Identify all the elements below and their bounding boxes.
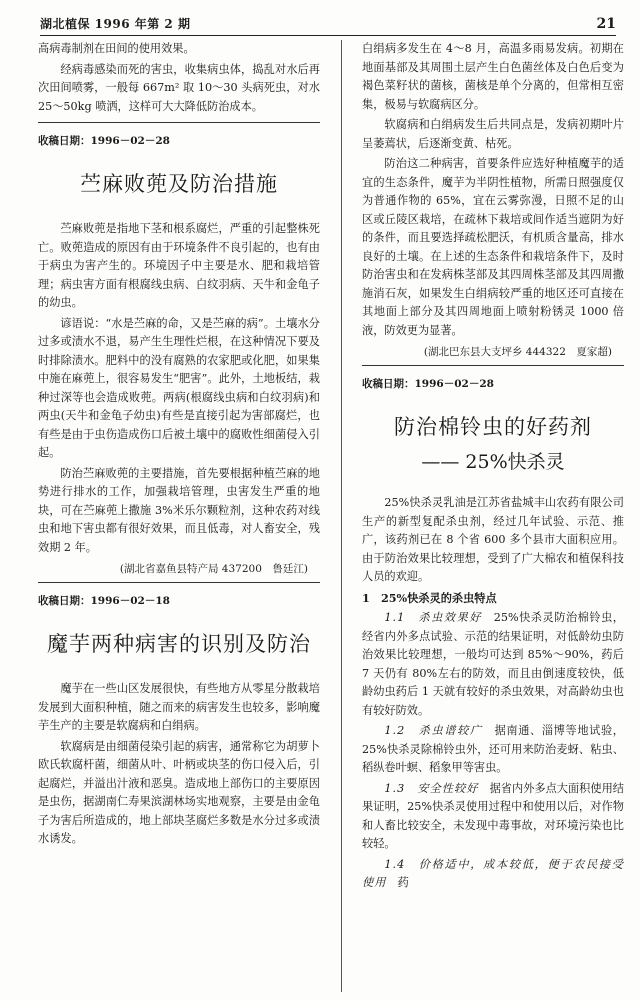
subsection-text: 据省内外多点大面积使用结果证明，25%快杀灵使用过程中和使用以后，对作物和人畜比较安全，未发现中毒事故，对环境污染也比较轻。 — [362, 781, 624, 850]
paragraph — [362, 780, 624, 854]
paragraph — [362, 856, 624, 893]
paragraph: 软腐病是由细菌侵染引起的病害，通常称它为胡萝卜欧氏软腐杆菌，细菌从叶、叶柄或块茎的伤口侵入后，引起腐烂，并溢出汁液和恶臭。造成地上部伤口的主要原因是虫伤，据湖南仁寿果滨湖林场实地观察，主要是由金龟子为害后所造成的，地上部块茎腐烂多数是水分过多或渍水诱发。 — [38, 739, 320, 845]
paragraph: 经病毒感染而死的害虫，收集病虫体，捣乱对水后再次田间喷雾，一般每 667m² 取 10～30 头病死虫，对水 25～50kg 喷洒，这样可大大降低防治成本。 — [38, 62, 320, 113]
subsection-label: 1.3 安全性较好 — [384, 781, 479, 795]
paragraph — [362, 722, 624, 778]
column-divider — [341, 40, 342, 992]
right-column — [362, 40, 624, 1000]
paragraph: 防治这二种病害，首要条件应选好种植魔芋的适宜的生态条件，魔芋为半阴性植物，所需日照强度仅为普通作物的 65%，宜在云雾弥漫，日照不足的山区或丘陵区栽培，在疏林下栽培或间作适当遮阴为好的条件，而且要选择疏松肥沃，有机质含量高，排水良好的土壤。在上述的生态条件和栽培条件下，及时防治害虫和在发病株茎部及其四周株茎部及其四周撒施消石灰，如果发生白绢病较严重的地区还可直接在其地面上部分及其四周地面上喷射粉锈灵 1000 倍液，防效更为显著。 — [362, 157, 624, 337]
left-column — [38, 40, 320, 1000]
journal-issue: 湖北植保 1996 年第 2 期 — [40, 17, 191, 31]
received-date: 收稿日期：1996－02－28 — [38, 135, 170, 147]
section-rule — [362, 365, 624, 366]
subsection-text: 25%快杀灵防治棉铃虫，经省内外多点试验、示范的结果证明，对低龄幼虫防治效果比较理想，一般均可达到 85%～90%，药后 7 天仍有 80%左右的防效，而且由倒速度较快，低龄幼虫药后 1 天就有较好的杀虫效果，对高龄幼虫也有较好防效。 — [362, 611, 624, 717]
author-signature: (湖北省嘉鱼县特产局 437200 鲁廷江) — [119, 563, 308, 575]
paragraph: 软腐病和白绢病发生后共同点是，发病初期叶片呈萎蔫状，后逐渐变黄、枯死。 — [362, 118, 624, 150]
paragraph: 25%快杀灵乳油是江苏省盐城丰山农药有限公司生产的新型复配杀虫剂，经过几年试验、示范、推广，该药剂已在 8 个省 600 多个县市大面积应用。由于防治效果比较理想，受到了广大棉农和植保科技人员的欢迎。 — [362, 496, 624, 583]
article-subtitle: —— 25%快杀灵 — [421, 451, 565, 473]
section-heading: 1 25%快杀灵的杀虫特点 — [362, 590, 497, 605]
paragraph: 苎麻败蔸是指地下茎和根系腐烂，严重的引起整株死亡。败蔸造成的原因有由于环境条件不良引起的，也有由于病虫为害产生的。环境因子中主要是水、肥和栽培管理；病虫害方面有根腐线虫病、白纹羽病、天牛和金龟子的幼虫。 — [38, 222, 320, 309]
section-rule — [38, 122, 320, 123]
subsection-label: 1.2 杀虫谱较广 — [384, 724, 483, 737]
article-title: 苎麻败蔸及防治措施 — [80, 172, 278, 196]
section-rule — [38, 582, 320, 583]
paragraph: 白绢病多发生在 4～8 月，高温多雨易发病。初期在地面基部及其周围土层产生白色菌丝体及白色后变为褐色菜籽状的菌核，菌核是单个分离的，但常相互密集，极易与软腐病区分。 — [362, 42, 624, 111]
received-date: 收稿日期：1996－02－18 — [38, 595, 170, 607]
article-title: 魔芋两种病害的识别及防治 — [47, 632, 311, 656]
paragraph: 防治苎麻败蔸的主要措施，首先要根据种植苎麻的地势进行排水的工作，加强栽培管理，虫害发生严重的地块，可在苎麻蔸上撒施 3%米乐尔颗粒剂，这种农药对线虫和地下害虫都有很好效果，而且低毒，对人畜安全，残效期 2 年。 — [38, 466, 320, 554]
paragraph: 魔芋在一些山区发展很快，有些地方从零星分散栽培发展到大面积种植，随之而来的病害发生也较多，影响魔芋生产的主要是软腐病和白绢病。 — [38, 682, 320, 732]
subsection-text: 药 — [397, 876, 409, 889]
paragraph: 高病毒制剂在田间的使用效果。 — [38, 42, 195, 55]
paragraph — [362, 609, 624, 720]
subsection-label: 1.4 价格适中，成本较低，便于农民接受使用 — [362, 857, 624, 889]
page-number: 21 — [596, 16, 616, 32]
received-date: 收稿日期：1996－02－28 — [362, 378, 494, 390]
subsection-label: 1.1 杀虫效果好 — [384, 611, 482, 624]
page-header — [40, 10, 616, 36]
article-title: 防治棉铃虫的好药剂 — [394, 415, 592, 439]
paragraph: 谚语说：“水是苎麻的命，又是苎麻的病”。土壤水分过多或渍水不退，易产生生理性烂根，在这种情况下要及时排除渍水。肥料中的没有腐熟的农家肥或化肥，如果集中施在麻蔸上，很容易发生“肥害”。此外，土地板结，栽种过深等也会造成败蔸。两病(根腐线虫病和白纹羽病)和两虫(天牛和金龟子幼虫)有些是直接引起为害部腐烂，也有些是由于虫伤造成伤口后被土壤中的腐败性细菌侵入引起。 — [38, 316, 320, 459]
subsection-text: 据南通、淄博等地试验，25%快杀灵除棉铃虫外，还可用来防治麦蚜、粘虫、稻纵卷叶螟、稻象甲等害虫。 — [362, 724, 624, 774]
author-signature: (湖北巴东县大支坪乡 444322 夏家超) — [423, 346, 612, 358]
